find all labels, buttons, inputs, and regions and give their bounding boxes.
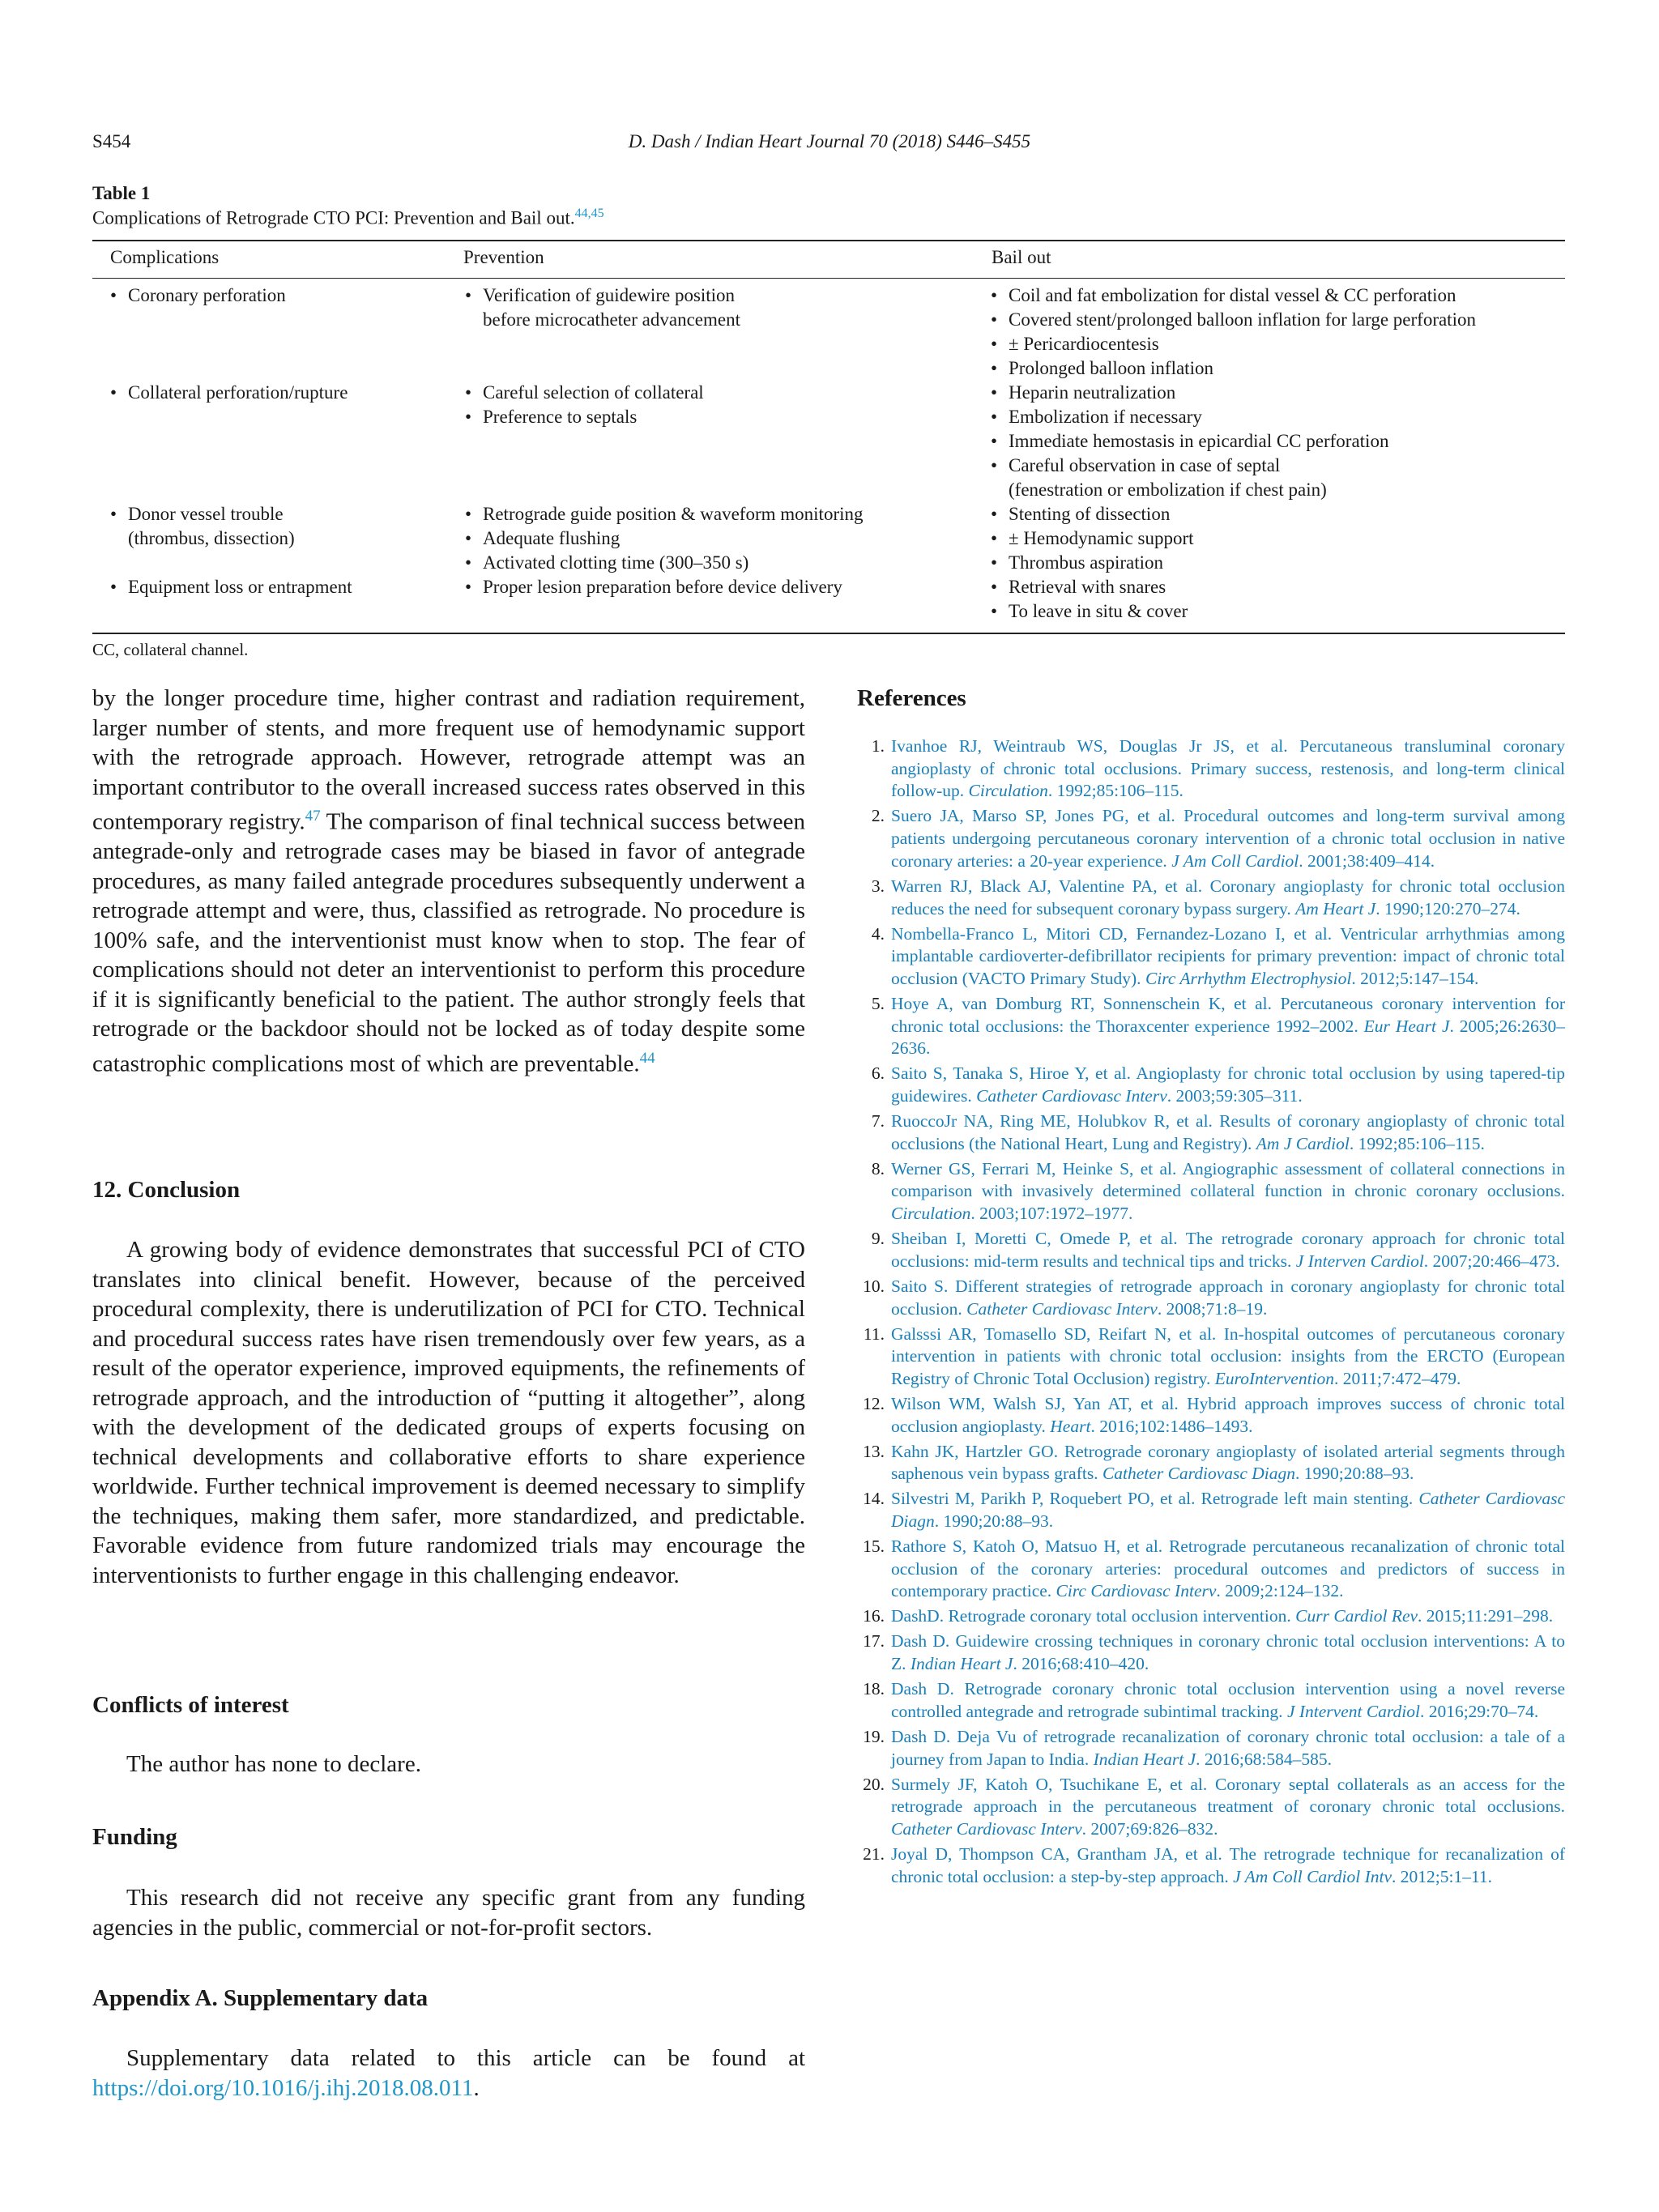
- conclusion-paragraph: A growing body of evidence demonstrates that successful PCI of CTO translates into clinical benefit. However, because of the perceived procedural complexity, there is underutilization of PCI for CTO. Technical and procedural success rates have risen tremendously over few years, as a result of the operator experience, improved equipments, the refinements of retrograde approach, and the introduction of “putting it altogether”, along with the development of the dedicated groups of experts focusing on technical developments and collaborative efforts to share experience worldwide. Further technical improvement is deemed necessary to simplify the techniques, making them safer, more standardized, and predictable. Favorable evidence from future randomized trials may encourage the interventionists to further engage in this challenging endeavor.: [92, 1237, 805, 1588]
- references-heading: References: [857, 685, 966, 711]
- table-caption-text: Complications of Retrograde CTO PCI: Prevention and Bail out.: [92, 207, 575, 228]
- reference-journal: Catheter Cardiovasc Interv: [891, 1818, 1082, 1839]
- reference-text: Galsssi AR, Tomasello SD, Reifart N, et al. In-hospital outcomes of percutaneous coronary intervention in patients with chronic total occlusion: insights from the ERCTO (European Registry of Chronic Total Occlusion) registry.: [891, 1323, 1565, 1388]
- table-cell-line: (fenestration or embolization if chest pain): [1009, 479, 1327, 500]
- body-paragraph: by the longer procedure time, higher contrast and radiation requirement, larger number of stents, and more frequent use of hemodynamic support with the retrograde approach. However, retrograde attempt was an important contributor to the overall increased success rates observed in this contemporary registry.$^{47}$ The comparison of final technical success between antegrade-only and retrograde cases may be biased in favor of antegrade procedures, as many failed antegrade procedures subsequently underwent a retrograde attempt and were, thus, classified as retrograde. No procedure is 100% safe, and the interventionist must know when to stop. The fear of complications should not deter an interventionist to perform this procedure if it is significantly beneficial to the patient. The author strongly feels that retrograde or the backdoor should not be locked as of today despite some catastrophic complications most of which are preventable.$^{44}$: [92, 685, 805, 1077]
- reference-item[interactable]: [857, 993, 1565, 1060]
- table-cell-complication: [110, 502, 295, 551]
- running-title: D. Dash / Indian Heart Journal 70 (2018) S446–S455: [628, 131, 1031, 151]
- table-cell-line: (thrombus, dissection): [128, 528, 295, 548]
- table-cell-prevention: [465, 381, 704, 429]
- reference-number: 12.: [863, 1393, 885, 1413]
- reference-text: Suero JA, Marso SP, Jones PG, et al. Procedural outcomes and long-term survival among patients undergoing percutaneous coronary intervention of a chronic total occlusion in native coronary arteries: a 20-year experience.: [891, 806, 1565, 871]
- appendix-heading: Appendix A. Supplementary data: [92, 1985, 429, 2011]
- table-cell-line: • Adequate flushing: [465, 526, 864, 551]
- reference-text: Silvestri M, Parikh P, Roquebert PO, et al. Retrograde left main stenting.: [891, 1489, 1419, 1509]
- reference-text: Rathore S, Katoh O, Matsuo H, et al. Retrograde percutaneous recanalization of chronic total occlusion of the coronary arteries: procedural outcomes and predictors of success in contemporary practice.: [891, 1536, 1565, 1601]
- table-cell-prevention: [465, 502, 864, 575]
- reference-text: Hoye A, van Domburg RT, Sonnenschein K, et al. Percutaneous coronary intervention for chronic total occlusions: the Thoraxcenter experience 1992–2002.: [891, 993, 1565, 1036]
- table-cell-line: • ± Hemodynamic support: [991, 526, 1194, 551]
- table-caption: [92, 207, 604, 229]
- reference-citation: . 2005;26:2630–2636.: [891, 1016, 1566, 1059]
- reference-journal: J Interven Cardiol: [1295, 1251, 1424, 1271]
- table-cell-bailout: [991, 575, 1188, 624]
- table-cell-bailout: [991, 381, 1388, 502]
- reference-text: Warren RJ, Black AJ, Valentine PA, et al. Coronary angioplasty for chronic total occlusion reduces the need for subsequent coronary bypass surgery.: [891, 876, 1565, 918]
- table-cell-line: • Equipment loss or entrapment: [110, 575, 352, 599]
- table-cell-complication: [110, 381, 348, 405]
- table-cell-line: before microcatheter advancement: [483, 309, 740, 330]
- reference-item[interactable]: [857, 1488, 1565, 1532]
- reference-text: Surmely JF, Katoh O, Tsuchikane E, et al. Coronary septal collaterals as an access for the retrograde approach in the percutaneous treatment of coronary chronic total occlusions.: [891, 1774, 1565, 1817]
- reference-number: 2.: [871, 806, 885, 826]
- table-cell-line: • Careful observation in case of septal: [991, 454, 1388, 478]
- reference-number: 9.: [871, 1229, 885, 1249]
- reference-citation: . 2003;107:1972–1977.: [970, 1204, 1133, 1224]
- table-cell-complication: [110, 283, 286, 308]
- table-cell-line: • Stenting of dissection: [991, 502, 1194, 526]
- reference-item[interactable]: [857, 735, 1565, 803]
- reference-number: 17.: [863, 1631, 885, 1652]
- continuation-paragraph: [92, 684, 805, 1079]
- appendix-paragraph: Supplementary data related to this article can be found at https://doi.org/10.1016/j.ihj.2018.08.011.: [92, 2045, 805, 2101]
- funding-paragraph: This research did not receive any specific grant from any funding agencies in the public, commercial or not-for-profit sectors.: [92, 1885, 805, 1941]
- reference-number: 15.: [863, 1536, 885, 1557]
- table-cell-line: • To leave in situ & cover: [991, 599, 1188, 624]
- reference-number: 20.: [863, 1774, 885, 1794]
- reference-text: Joyal D, Thompson CA, Grantham JA, et al. The retrograde technique for recanalization of chronic total occlusion: a step-by-step approach.: [891, 1843, 1565, 1886]
- reference-citation: . 2016;29:70–74.: [1419, 1701, 1539, 1721]
- reference-item[interactable]: [857, 1393, 1565, 1438]
- reference-citation: . 2007;20:466–473.: [1423, 1251, 1560, 1271]
- table-footnote: CC, collateral channel.: [92, 640, 249, 659]
- reference-number: 6.: [871, 1063, 885, 1084]
- table-cell-line: • Covered stent/prolonged balloon inflation for large perforation: [991, 308, 1476, 332]
- table-header-rule: [92, 278, 1565, 279]
- reference-text: Werner GS, Ferrari M, Heinke S, et al. Angiographic assessment of collateral connections in comparison with invasively determined collateral function in chronic coronary occlusions.: [891, 1158, 1565, 1201]
- reference-journal: Catheter Cardiovasc Interv: [966, 1298, 1158, 1319]
- reference-item[interactable]: [857, 1228, 1565, 1272]
- reference-citation: . 2016;102:1486–1493.: [1090, 1416, 1253, 1436]
- table-cell-line: • Collateral perforation/rupture: [110, 381, 348, 405]
- reference-citation: . 2008;71:8–19.: [1157, 1298, 1268, 1319]
- reference-text: Sheiban I, Moretti C, Omede P, et al. The retrograde coronary approach for chronic total occlusions: mid-term results and technical tips and tricks.: [891, 1229, 1565, 1271]
- table-cell-line: • Retrograde guide position & waveform monitoring: [465, 502, 864, 526]
- table-top-rule: [92, 240, 1565, 241]
- reference-citation: . 2001;38:409–414.: [1299, 850, 1435, 871]
- reference-citation: . 1990;120:270–274.: [1375, 898, 1520, 918]
- appendix-section: [92, 2044, 805, 2103]
- table-caption-ref[interactable]: 44,45: [574, 207, 604, 220]
- reference-citation: . 2012;5:1–11.: [1392, 1866, 1493, 1886]
- reference-item[interactable]: [857, 876, 1565, 920]
- reference-citation: . 2015;11:291–298.: [1418, 1606, 1554, 1626]
- table-cell-line: • Prolonged balloon inflation: [991, 356, 1476, 381]
- reference-number: 13.: [863, 1441, 885, 1461]
- conflicts-section: [92, 1750, 805, 1779]
- reference-journal: Catheter Cardiovasc Interv: [976, 1086, 1167, 1106]
- reference-text: RuoccoJr NA, Ring ME, Holubkov R, et al. Results of coronary angioplasty of chronic total occlusions (the National Heart, Lung and Registry).: [891, 1111, 1565, 1153]
- reference-item[interactable]: [857, 1678, 1565, 1723]
- reference-item[interactable]: [857, 805, 1565, 872]
- table-cell-line: • Coil and fat embolization for distal vessel & CC perforation: [991, 283, 1476, 308]
- reference-text: Dash D. Guidewire crossing techniques in coronary chronic total occlusion interventions: A to Z.: [891, 1631, 1565, 1674]
- reference-item[interactable]: [857, 1323, 1565, 1391]
- table-cell-line: • Coronary perforation: [110, 283, 286, 308]
- table-bottom-rule: [92, 633, 1565, 634]
- table-cell-line: • Retrieval with snares: [991, 575, 1188, 599]
- reference-text: Saito S, Tanaka S, Hiroe Y, et al. Angioplasty for chronic total occlusion by using tapered-tip guidewires.: [891, 1063, 1565, 1106]
- table-cell-line: • Immediate hemostasis in epicardial CC perforation: [991, 429, 1388, 454]
- table-cell-line: • Heparin neutralization: [991, 381, 1388, 405]
- table-cell-prevention: [465, 283, 740, 332]
- reference-citation: . 2016;68:584–585.: [1196, 1749, 1332, 1769]
- reference-item[interactable]: [857, 1158, 1565, 1225]
- reference-number: 8.: [871, 1158, 885, 1178]
- reference-number: 14.: [863, 1489, 885, 1509]
- reference-citation: . 2016;68:410–420.: [1013, 1654, 1149, 1674]
- reference-journal: J Intervent Cardiol: [1286, 1701, 1420, 1721]
- reference-journal: Indian Heart J: [910, 1654, 1013, 1674]
- conclusion-section: [92, 1235, 805, 1590]
- reference-text: Saito S. Different strategies of retrograde approach in coronary angioplasty for chronic total occlusion.: [891, 1276, 1565, 1319]
- reference-item[interactable]: [857, 1630, 1565, 1675]
- funding-heading: Funding: [92, 1824, 177, 1850]
- reference-journal: Circ Cardiovasc Interv: [1056, 1581, 1217, 1601]
- table-cell-line: • ± Pericardiocentesis: [991, 332, 1476, 356]
- reference-number: 16.: [863, 1606, 885, 1626]
- table-cell-line: • Thrombus aspiration: [991, 551, 1194, 575]
- reference-citation: . 2003;59:305–311.: [1166, 1086, 1303, 1106]
- reference-number: 19.: [863, 1726, 885, 1746]
- reference-number: 18.: [863, 1679, 885, 1699]
- reference-text: Wilson WM, Walsh SJ, Yan AT, et al. Hybrid approach improves success of chronic total occlusion angioplasty.: [891, 1393, 1565, 1436]
- references-list: [857, 735, 1565, 1891]
- reference-number: 10.: [863, 1276, 885, 1296]
- reference-number: 4.: [871, 923, 885, 944]
- reference-journal: Circulation: [968, 781, 1048, 801]
- table-cell-prevention: [465, 575, 842, 599]
- reference-citation: . 1990;20:88–93.: [934, 1511, 1054, 1532]
- reference-citation: . 2009;2:124–132.: [1216, 1581, 1344, 1601]
- reference-journal: Indian Heart J: [1093, 1749, 1196, 1769]
- table-cell-line: • Embolization if necessary: [991, 405, 1388, 429]
- table-cell-complication: [110, 575, 352, 599]
- reference-number: 1.: [871, 736, 885, 756]
- table-cell-line: • Proper lesion preparation before device delivery: [465, 575, 842, 599]
- reference-journal: Heart: [1050, 1416, 1091, 1436]
- reference-item[interactable]: [857, 1726, 1565, 1771]
- reference-text: Nombella-Franco L, Mitori CD, Fernandez-Lozano I, et al. Ventricular arrhythmias among implantable cardioverter-defibrillator recipients for primary prevention: impact of chronic total occlusion (VACTO Primary Study).: [891, 923, 1565, 988]
- reference-item[interactable]: [857, 1536, 1565, 1603]
- reference-text: DashD. Retrograde coronary total occlusion intervention.: [891, 1606, 1296, 1626]
- citation-47[interactable]: 47: [305, 808, 321, 825]
- reference-journal: EuroIntervention: [1214, 1368, 1335, 1388]
- column-header-complications: Complications: [110, 247, 220, 267]
- table-cell-bailout: [991, 502, 1194, 575]
- reference-item[interactable]: [857, 1063, 1565, 1107]
- reference-number: 11.: [863, 1323, 885, 1344]
- reference-citation: . 2011;7:472–479.: [1334, 1368, 1461, 1388]
- reference-journal: J Am Coll Cardiol: [1171, 850, 1299, 871]
- reference-journal: Catheter Cardiovasc Diagn: [891, 1489, 1565, 1532]
- reference-item[interactable]: [857, 1605, 1565, 1628]
- reference-number: 21.: [863, 1843, 885, 1864]
- reference-number: 7.: [871, 1111, 885, 1132]
- reference-journal: Circulation: [891, 1204, 971, 1224]
- reference-item[interactable]: [857, 923, 1565, 991]
- citation-44[interactable]: 44: [639, 1049, 655, 1067]
- table-cell-line: • Careful selection of collateral: [465, 381, 704, 405]
- reference-journal: Am J Cardiol: [1256, 1133, 1350, 1153]
- funding-section: [92, 1883, 805, 1942]
- table-label: Table 1: [92, 183, 151, 203]
- reference-text: Ivanhoe RJ, Weintraub WS, Douglas Jr JS, et al. Percutaneous transluminal coronary angioplasty of chronic total occlusions. Primary success, restenosis, and long-term clinical follow-up.: [891, 736, 1565, 801]
- reference-item[interactable]: [857, 1110, 1565, 1155]
- table-cell-bailout: [991, 283, 1476, 381]
- table-cell-line: • Preference to septals: [465, 405, 704, 429]
- reference-number: 5.: [871, 993, 885, 1013]
- reference-text: Dash D. Deja Vu of retrograde recanalization of coronary chronic total occlusion: a tale of a journey from Japan to India.: [891, 1726, 1565, 1769]
- page-number: S454: [92, 131, 131, 151]
- reference-journal: J Am Coll Cardiol Intv: [1233, 1866, 1392, 1886]
- table-cell-line: • Donor vessel trouble: [110, 502, 295, 526]
- reference-journal: Catheter Cardiovasc Diagn: [1102, 1464, 1296, 1484]
- reference-journal: Curr Cardiol Rev: [1295, 1606, 1418, 1626]
- reference-journal: Circ Arrhythm Electrophysiol: [1145, 968, 1352, 988]
- reference-item[interactable]: [857, 1441, 1565, 1485]
- reference-journal: Eur Heart J: [1363, 1016, 1450, 1036]
- reference-item[interactable]: [857, 1843, 1565, 1888]
- doi-link[interactable]: https://doi.org/10.1016/j.ihj.2018.08.011: [92, 2074, 474, 2101]
- conflicts-paragraph: The author has none to declare.: [126, 1751, 421, 1777]
- reference-citation: . 2012;5:147–154.: [1351, 968, 1479, 988]
- table-cell-line: • Activated clotting time (300–350 s): [465, 551, 864, 575]
- reference-item[interactable]: [857, 1276, 1565, 1320]
- table-cell-line: • Verification of guidewire position: [465, 283, 740, 308]
- reference-number: 3.: [871, 876, 885, 896]
- reference-citation: . 1990;20:88–93.: [1295, 1464, 1414, 1484]
- reference-citation: . 1992;85:106–115.: [1047, 781, 1183, 801]
- reference-text: Kahn JK, Hartzler GO. Retrograde coronary angioplasty of isolated arterial segments through saphenous vein bypass grafts.: [891, 1441, 1565, 1484]
- conflicts-heading: Conflicts of interest: [92, 1692, 289, 1718]
- reference-journal: Am Heart J: [1295, 898, 1376, 918]
- column-header-bailout: Bail out: [992, 247, 1051, 267]
- reference-citation: . 1992;85:106–115.: [1349, 1133, 1485, 1153]
- column-header-prevention: Prevention: [463, 247, 544, 267]
- reference-text: Dash D. Retrograde coronary chronic total occlusion intervention using a novel reverse controlled antegrade and retrograde subintimal tracking.: [891, 1679, 1565, 1721]
- conclusion-heading: 12. Conclusion: [92, 1177, 241, 1203]
- reference-item[interactable]: [857, 1774, 1565, 1841]
- reference-citation: . 2007;69:826–832.: [1081, 1818, 1218, 1839]
